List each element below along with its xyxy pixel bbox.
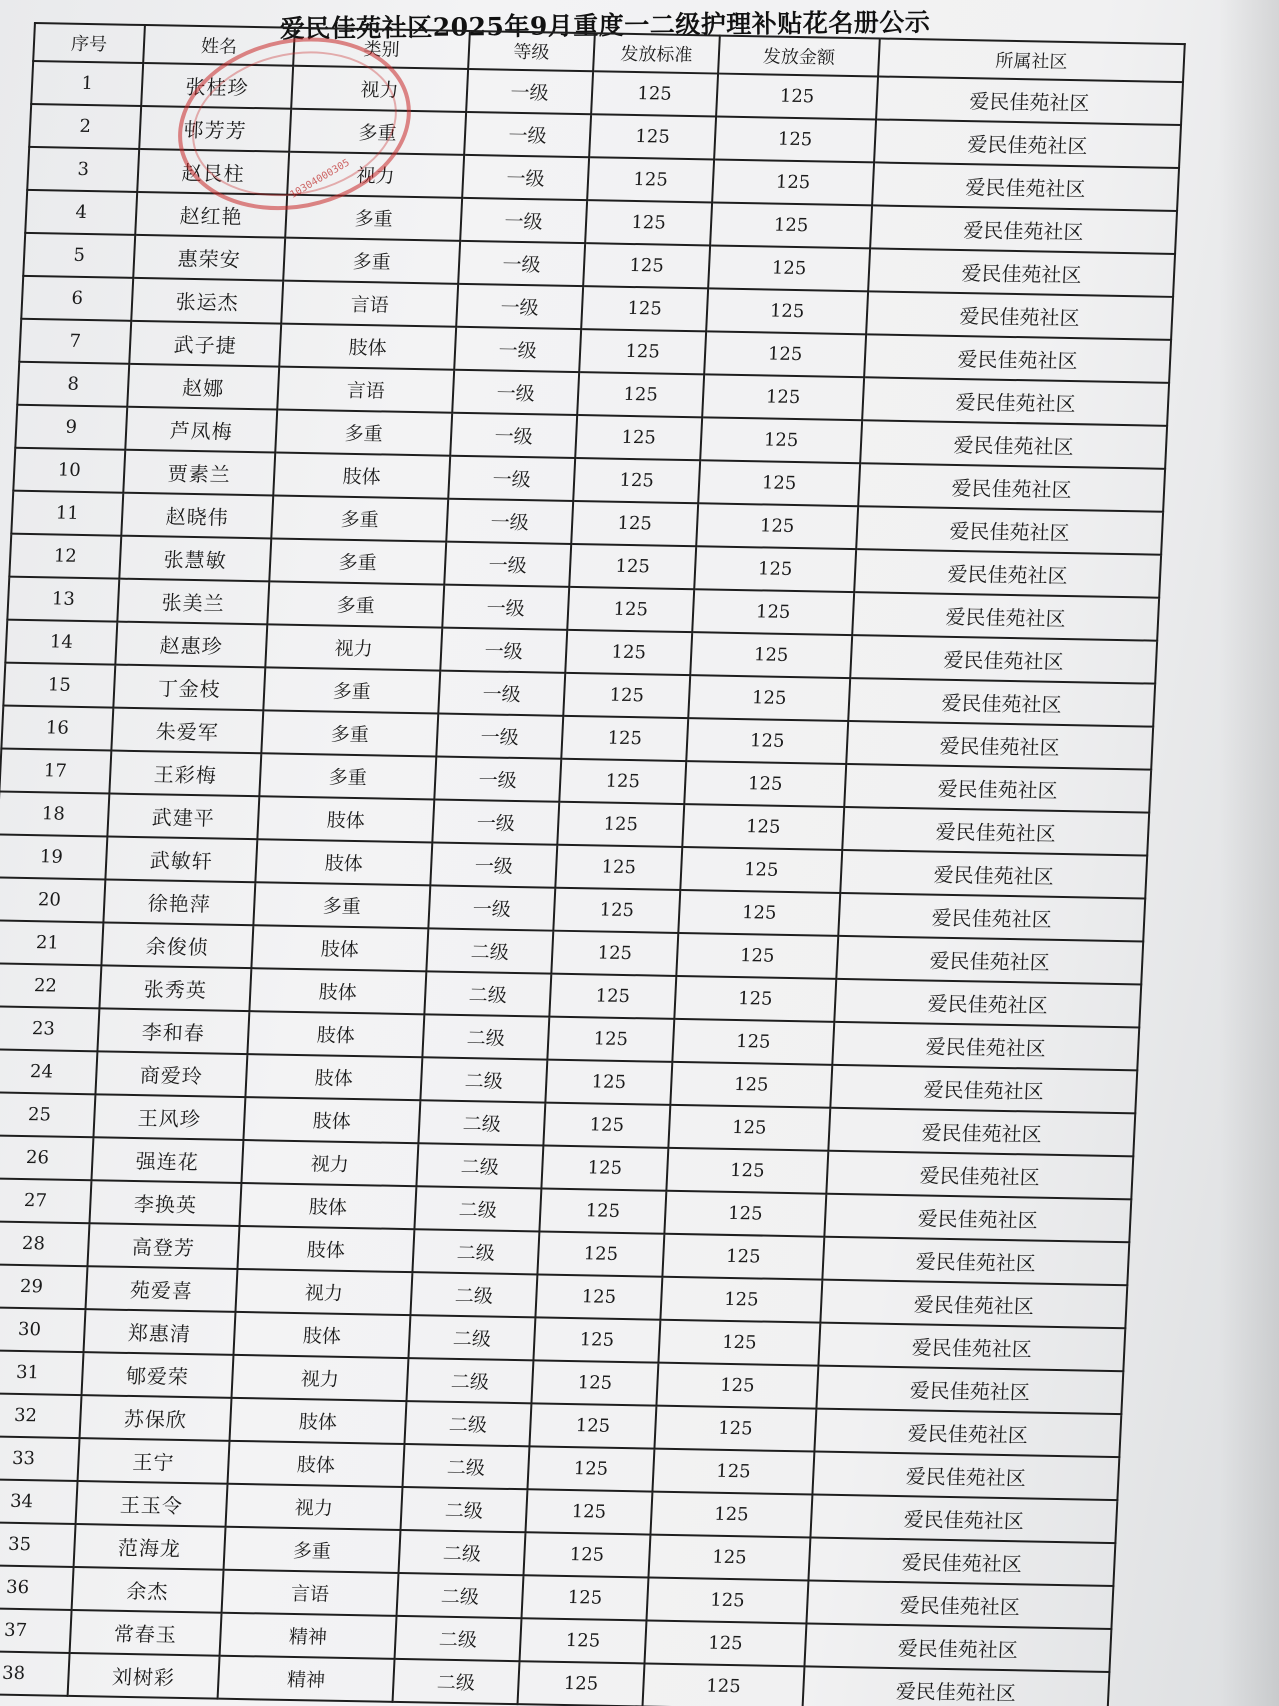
cell-seq: 11 [11,491,123,536]
cell-amount: 125 [698,460,860,506]
cell-category: 多重 [283,238,460,284]
cell-seq: 10 [13,448,125,493]
cell-standard: 125 [569,544,696,589]
header-amount: 发放金额 [718,36,880,77]
cell-community: 爱民佳苑社区 [838,893,1145,942]
cell-category: 肢体 [233,1312,410,1358]
cell-standard: 125 [557,802,684,847]
cell-seq: 8 [17,362,129,407]
cell-community: 爱民佳苑社区 [852,592,1159,641]
cell-standard: 125 [589,114,716,159]
cell-category: 肢体 [239,1183,416,1229]
cell-amount: 125 [662,1234,824,1280]
cell-standard: 125 [565,630,692,675]
cell-amount: 125 [643,1663,805,1706]
cell-category: 肢体 [228,1441,405,1487]
cell-standard: 125 [527,1446,654,1491]
cell-grade: 一级 [442,585,569,630]
cell-grade: 一级 [466,69,593,114]
cell-category: 多重 [271,495,448,541]
cell-seq: 31 [0,1350,84,1395]
cell-name: 张桂珍 [141,63,293,109]
cell-standard: 125 [551,931,678,976]
cell-standard: 125 [549,974,676,1019]
cell-amount: 125 [696,503,858,549]
table-body [0,61,1183,1706]
cell-category: 言语 [281,281,458,327]
cell-amount: 125 [694,546,856,592]
cell-name: 武建平 [107,794,259,840]
cell-standard: 125 [583,243,710,288]
cell-name: 芦凤梅 [125,407,277,453]
cell-category: 肢体 [247,1011,424,1057]
cell-amount: 125 [652,1449,814,1495]
cell-community: 爱民佳苑社区 [844,764,1151,813]
cell-seq: 5 [23,233,135,278]
cell-grade: 一级 [450,413,577,458]
cell-amount: 125 [650,1492,812,1538]
cell-amount: 125 [644,1620,806,1666]
cell-grade: 一级 [432,799,559,844]
cell-amount: 125 [682,804,844,850]
cell-community: 爱民佳苑社区 [826,1151,1133,1200]
cell-community: 爱民佳苑社区 [850,635,1157,684]
cell-grade: 二级 [395,1616,522,1661]
cell-category: 肢体 [245,1054,422,1100]
cell-category: 多重 [269,538,446,584]
cell-standard: 125 [587,157,714,202]
cell-standard: 125 [537,1231,664,1276]
cell-amount: 125 [672,1019,834,1065]
cell-standard: 125 [520,1618,647,1663]
cell-name: 张秀英 [99,965,251,1011]
cell-community: 爱民佳苑社区 [818,1323,1125,1372]
header-grade: 等级 [468,31,595,71]
cell-community: 爱民佳苑社区 [804,1623,1111,1672]
cell-grade: 二级 [410,1272,537,1317]
cell-seq: 22 [0,963,101,1008]
cell-community: 爱民佳苑社区 [870,205,1177,254]
cell-name: 王彩梅 [109,751,261,797]
cell-seq: 36 [0,1565,74,1610]
cell-category: 肢体 [257,796,434,842]
cell-name: 邨芳芳 [139,106,291,152]
cell-name: 李换英 [89,1180,241,1226]
cell-standard: 125 [561,716,688,761]
cell-seq: 9 [15,405,127,450]
cell-amount: 125 [712,159,874,205]
cell-amount: 125 [710,202,872,248]
cell-name: 强连花 [91,1137,243,1183]
header-standard: 发放标准 [593,33,720,73]
cell-community: 爱民佳苑社区 [866,291,1173,340]
cell-grade: 一级 [456,284,583,329]
cell-community: 爱民佳苑社区 [832,1022,1139,1071]
cell-community: 爱民佳苑社区 [828,1108,1135,1157]
cell-grade: 一级 [434,756,561,801]
cell-grade: 二级 [426,928,553,973]
cell-community: 爱民佳苑社区 [858,463,1165,512]
cell-category: 多重 [267,581,444,627]
cell-grade: 一级 [436,714,563,759]
cell-name: 赵晓伟 [121,493,273,539]
cell-grade: 二级 [393,1659,520,1704]
cell-amount: 125 [656,1363,818,1409]
cell-standard: 125 [585,200,712,245]
cell-grade: 二级 [418,1100,545,1145]
cell-seq: 12 [9,534,121,579]
cell-standard: 125 [543,1103,670,1148]
cell-seq: 38 [0,1651,70,1696]
cell-grade: 一级 [452,370,579,415]
cell-name: 丁金枝 [113,665,265,711]
cell-category: 多重 [253,882,430,928]
cell-grade: 二级 [414,1186,541,1231]
cell-category: 精神 [220,1613,397,1659]
cell-amount: 125 [676,933,838,979]
cell-grade: 一级 [428,885,555,930]
cell-seq: 29 [0,1264,87,1309]
cell-community: 爱民佳苑社区 [836,936,1143,985]
cell-grade: 一级 [430,842,557,887]
cell-amount: 125 [716,74,878,120]
cell-name: 惠荣安 [133,235,285,281]
cell-category: 多重 [224,1527,401,1573]
cell-grade: 一级 [438,671,565,716]
cell-community: 爱民佳苑社区 [816,1366,1123,1415]
cell-community: 爱民佳苑社区 [864,334,1171,383]
cell-name: 张美兰 [117,579,269,625]
cell-category: 视力 [265,624,442,670]
cell-seq: 2 [29,104,141,149]
header-name: 姓名 [143,25,295,66]
cell-grade: 一级 [444,542,571,587]
cell-amount: 125 [680,847,842,893]
cell-seq: 35 [0,1522,76,1567]
cell-community: 爱民佳苑社区 [824,1194,1131,1243]
cell-amount: 125 [660,1277,822,1323]
cell-category: 言语 [277,367,454,413]
cell-name: 王宁 [78,1438,230,1484]
cell-category: 肢体 [243,1097,420,1143]
cell-community: 爱民佳苑社区 [848,678,1155,727]
cell-name: 苑爱喜 [86,1266,238,1312]
cell-standard: 125 [522,1575,649,1620]
cell-category: 多重 [275,410,452,456]
cell-community: 爱民佳苑社区 [846,721,1153,770]
cell-seq: 33 [0,1436,80,1481]
roster-table [0,22,1186,1706]
header-seq: 序号 [33,23,145,63]
cell-seq: 21 [0,920,103,965]
cell-seq: 14 [5,620,117,665]
cell-category: 视力 [235,1269,412,1315]
cell-amount: 125 [654,1406,816,1452]
cell-community: 爱民佳苑社区 [854,549,1161,598]
cell-seq: 6 [21,276,133,321]
cell-amount: 125 [708,245,870,291]
header-community: 所属社区 [878,39,1185,83]
cell-name: 赵娜 [127,364,279,410]
cell-grade: 二级 [401,1487,528,1532]
cell-name: 赵惠珍 [115,622,267,668]
cell-name: 贾素兰 [123,450,275,496]
cell-standard: 125 [577,372,704,417]
cell-seq: 25 [0,1092,95,1137]
cell-standard: 125 [533,1317,660,1362]
cell-category: 视力 [241,1140,418,1186]
cell-standard: 125 [525,1489,652,1534]
cell-amount: 125 [692,589,854,635]
seal-code: 10304000305 [288,157,352,201]
cell-amount: 125 [666,1148,828,1194]
cell-name: 常春玉 [70,1610,222,1656]
cell-grade: 一级 [440,628,567,673]
cell-name: 武子捷 [129,321,281,367]
cell-category: 肢体 [273,452,450,498]
cell-seq: 19 [0,834,107,879]
cell-community: 爱民佳苑社区 [868,248,1175,297]
cell-name: 苏保欣 [80,1395,232,1441]
cell-community: 爱民佳苑社区 [856,506,1163,555]
cell-name: 李和春 [97,1008,249,1054]
cell-seq: 1 [31,61,143,106]
cell-grade: 一级 [460,198,587,243]
cell-seq: 17 [0,749,111,794]
cell-grade: 二级 [399,1530,526,1575]
cell-standard: 125 [539,1188,666,1233]
cell-name: 高登芳 [87,1223,239,1269]
cell-grade: 二级 [420,1057,547,1102]
cell-standard: 125 [555,845,682,890]
cell-name: 赵红艳 [135,192,287,238]
cell-grade: 二级 [404,1401,531,1446]
cell-standard: 125 [518,1661,645,1706]
cell-name: 余杰 [72,1567,224,1613]
cell-seq: 34 [0,1479,78,1524]
cell-grade: 二级 [397,1573,524,1618]
cell-name: 朱爱军 [111,708,263,754]
page-shadow [1219,0,1279,1706]
cell-community: 爱民佳苑社区 [812,1452,1119,1501]
cell-community: 爱民佳苑社区 [822,1237,1129,1286]
cell-name: 王风珍 [93,1094,245,1140]
cell-amount: 125 [706,288,868,334]
cell-standard: 125 [579,329,706,374]
cell-grade: 一级 [458,241,585,286]
cell-seq: 30 [0,1307,86,1352]
cell-community: 爱民佳苑社区 [876,76,1183,125]
cell-amount: 125 [700,417,862,463]
cell-amount: 125 [648,1535,810,1581]
cell-standard: 125 [545,1060,672,1105]
cell-category: 肢体 [251,925,428,971]
cell-category: 肢体 [230,1398,407,1444]
cell-seq: 26 [0,1135,93,1180]
cell-category: 视力 [226,1484,403,1530]
cell-category: 多重 [261,710,438,756]
cell-category: 视力 [291,66,468,112]
cell-category: 视力 [231,1355,408,1401]
cell-standard: 125 [531,1360,658,1405]
cell-amount: 125 [684,761,846,807]
cell-community: 爱民佳苑社区 [806,1580,1113,1629]
cell-category: 言语 [222,1570,399,1616]
cell-standard: 125 [529,1403,656,1448]
cell-category: 精神 [218,1656,395,1702]
cell-community: 爱民佳苑社区 [872,162,1179,211]
cell-grade: 二级 [424,971,551,1016]
cell-seq: 7 [19,319,131,364]
cell-name: 王玉令 [76,1481,228,1527]
cell-amount: 125 [664,1191,826,1237]
cell-standard: 125 [581,286,708,331]
cell-standard: 125 [541,1146,668,1191]
cell-amount: 125 [674,976,836,1022]
cell-name: 张运杰 [131,278,283,324]
cell-community: 爱民佳苑社区 [810,1495,1117,1544]
cell-name: 郇爱荣 [82,1352,234,1398]
cell-grade: 一级 [464,112,591,157]
cell-grade: 二级 [408,1315,535,1360]
cell-community: 爱民佳苑社区 [842,807,1149,856]
cell-seq: 16 [1,706,113,751]
cell-standard: 125 [575,415,702,460]
cell-standard: 125 [563,673,690,718]
cell-name: 刘树彩 [68,1653,220,1699]
cell-amount: 125 [688,675,850,721]
cell-seq: 32 [0,1393,82,1438]
cell-category: 多重 [289,109,466,155]
cell-grade: 二级 [402,1444,529,1489]
cell-standard: 125 [571,501,698,546]
cell-seq: 23 [0,1006,99,1051]
cell-name: 余俊侦 [101,922,253,968]
cell-name: 郑惠清 [84,1309,236,1355]
cell-standard: 125 [523,1532,650,1577]
cell-amount: 125 [714,117,876,163]
cell-amount: 125 [668,1105,830,1151]
cell-category: 视力 [287,152,464,198]
cell-standard: 125 [573,458,700,503]
cell-seq: 27 [0,1178,91,1223]
cell-seq: 3 [27,147,139,192]
cell-amount: 125 [702,374,864,420]
cell-name: 武敏轩 [105,836,257,882]
cell-category: 肢体 [249,968,426,1014]
cell-seq: 20 [0,877,105,922]
cell-standard: 125 [547,1017,674,1062]
cell-category: 多重 [263,667,440,713]
cell-community: 爱民佳苑社区 [834,979,1141,1028]
cell-standard: 125 [567,587,694,632]
cell-grade: 一级 [446,499,573,544]
cell-community: 爱民佳苑社区 [874,119,1181,168]
header-category: 类别 [293,28,470,69]
cell-category: 肢体 [279,324,456,370]
cell-community: 爱民佳苑社区 [862,377,1169,426]
cell-seq: 24 [0,1049,97,1094]
cell-seq: 4 [25,190,137,235]
cell-seq: 28 [0,1221,89,1266]
cell-grade: 一级 [448,456,575,501]
cell-standard: 125 [559,759,686,804]
cell-name: 徐艳萍 [103,879,255,925]
cell-grade: 二级 [406,1358,533,1403]
cell-category: 多重 [259,753,436,799]
cell-amount: 125 [678,890,840,936]
cell-standard: 125 [591,71,718,116]
cell-grade: 二级 [412,1229,539,1274]
cell-amount: 125 [670,1062,832,1108]
cell-seq: 37 [0,1608,72,1653]
cell-standard: 125 [535,1274,662,1319]
page-title: 爱民佳苑社区2025年9月重度一二级护理补贴花名册公示 [279,7,931,44]
cell-seq: 18 [0,791,109,836]
cell-community: 爱民佳苑社区 [860,420,1167,469]
cell-name: 范海龙 [74,1524,226,1570]
cell-community: 爱民佳苑社区 [830,1065,1137,1114]
cell-community: 爱民佳苑社区 [808,1537,1115,1586]
roster-table-container [0,22,1186,1706]
cell-amount: 125 [658,1320,820,1366]
cell-grade: 二级 [416,1143,543,1188]
cell-category: 多重 [285,195,462,241]
cell-community: 爱民佳苑社区 [814,1409,1121,1458]
cell-community: 爱民佳苑社区 [802,1666,1109,1706]
cell-name: 张慧敏 [119,536,271,582]
cell-amount: 125 [686,718,848,764]
cell-category: 肢体 [255,839,432,885]
cell-grade: 一级 [462,155,589,200]
cell-seq: 15 [3,663,115,708]
cell-category: 肢体 [237,1226,414,1272]
cell-community: 爱民佳苑社区 [840,850,1147,899]
cell-amount: 125 [690,632,852,678]
cell-amount: 125 [646,1578,808,1624]
cell-grade: 二级 [422,1014,549,1059]
cell-seq: 13 [7,577,119,622]
cell-amount: 125 [704,331,866,377]
cell-name: 商爱玲 [95,1051,247,1097]
cell-community: 爱民佳苑社区 [820,1280,1127,1329]
cell-name: 赵艮柱 [137,149,289,195]
cell-standard: 125 [553,888,680,933]
cell-grade: 一级 [454,327,581,372]
